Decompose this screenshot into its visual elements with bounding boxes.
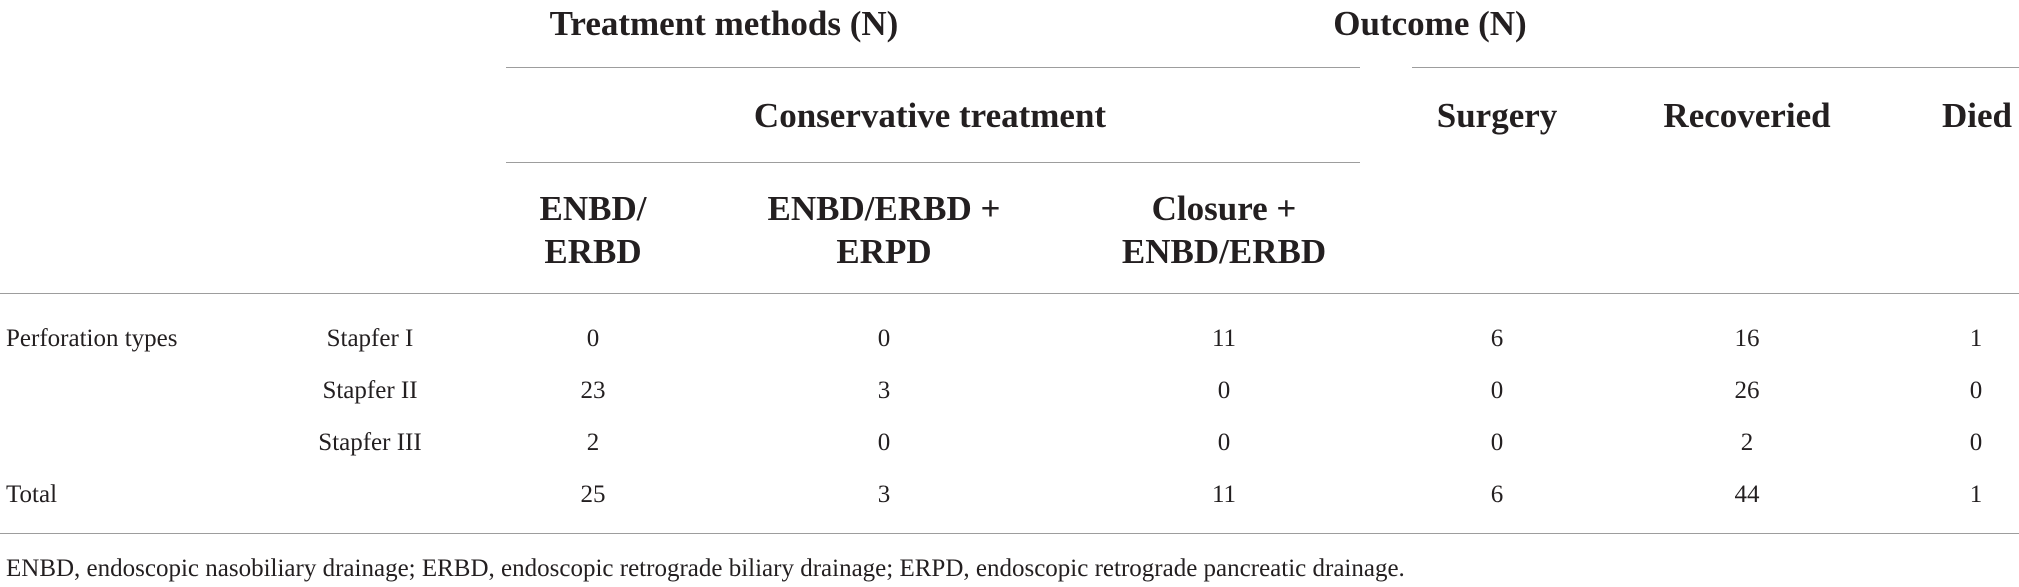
closure-enbd-erbd-header-line-2: ENBD/ERBD: [1121, 232, 1327, 271]
closure-enbd-erbd-header-line-1: Closure +: [1151, 189, 1297, 228]
table-footnote: ENBD, endoscopic nasobiliary drainage; ERBD, endoscopic retrograde biliary drainage; ERPD, endoscopic retrograde pancreatic drainage.: [6, 555, 1405, 582]
total-cell: 1: [1969, 481, 1983, 508]
table-bottom-rule: [0, 533, 2019, 534]
conservative-header-rule: [506, 162, 1360, 163]
table-cell: 1: [1969, 325, 1983, 352]
closure-enbd-erbd-column-header: [1122, 187, 1326, 273]
table-cell: 3: [877, 377, 891, 404]
table-cell: 0: [1217, 429, 1231, 456]
total-cell: 11: [1211, 481, 1237, 508]
row-type-label: Stapfer I: [326, 325, 414, 352]
table-cell: 0: [1217, 377, 1231, 404]
enbd-erbd-erpd-header-line-1: ENBD/ERBD +: [767, 189, 1001, 228]
table-cell: 16: [1734, 325, 1760, 352]
table-cell: 11: [1211, 325, 1237, 352]
table-cell: 0: [877, 325, 891, 352]
table-cell: 0: [1490, 429, 1504, 456]
enbd-erbd-header-line-1: ENBD/: [539, 189, 647, 228]
table-cell: 0: [1969, 429, 1983, 456]
table-cell: 0: [1490, 377, 1504, 404]
enbd-erbd-header-line-2: ERBD: [544, 232, 642, 271]
enbd-erbd-erpd-column-header: [768, 187, 1001, 273]
treatment-header-rule: [506, 67, 1360, 68]
total-cell: 25: [580, 481, 606, 508]
table-cell: 26: [1734, 377, 1760, 404]
total-cell: 6: [1490, 481, 1504, 508]
table-cell: 0: [877, 429, 891, 456]
recovered-header: Recoveried: [1663, 96, 1831, 135]
table-cell: 2: [586, 429, 600, 456]
total-cell: 3: [877, 481, 891, 508]
table-cell: 6: [1490, 325, 1504, 352]
enbd-erbd-column-header: [540, 187, 647, 273]
row-type-label: Stapfer III: [318, 429, 422, 456]
outcome-header-rule: [1412, 67, 2019, 68]
header-bottom-rule: [0, 293, 2019, 294]
table-cell: 2: [1740, 429, 1754, 456]
table-cell: 23: [580, 377, 606, 404]
conservative-treatment-header: Conservative treatment: [753, 96, 1107, 135]
total-cell: 44: [1734, 481, 1760, 508]
outcome-header: Outcome (N): [1333, 4, 1527, 43]
row-type-label: Stapfer II: [322, 377, 418, 404]
died-header: Died: [1942, 96, 2012, 135]
table-cell: 0: [586, 325, 600, 352]
total-row-label: Total: [6, 481, 58, 508]
row-group-label: Perforation types: [6, 325, 178, 352]
table-cell: 0: [1969, 377, 1983, 404]
enbd-erbd-erpd-header-line-2: ERPD: [836, 232, 932, 271]
treatment-methods-header: Treatment methods (N): [549, 4, 899, 43]
surgery-header: Surgery: [1436, 96, 1558, 135]
